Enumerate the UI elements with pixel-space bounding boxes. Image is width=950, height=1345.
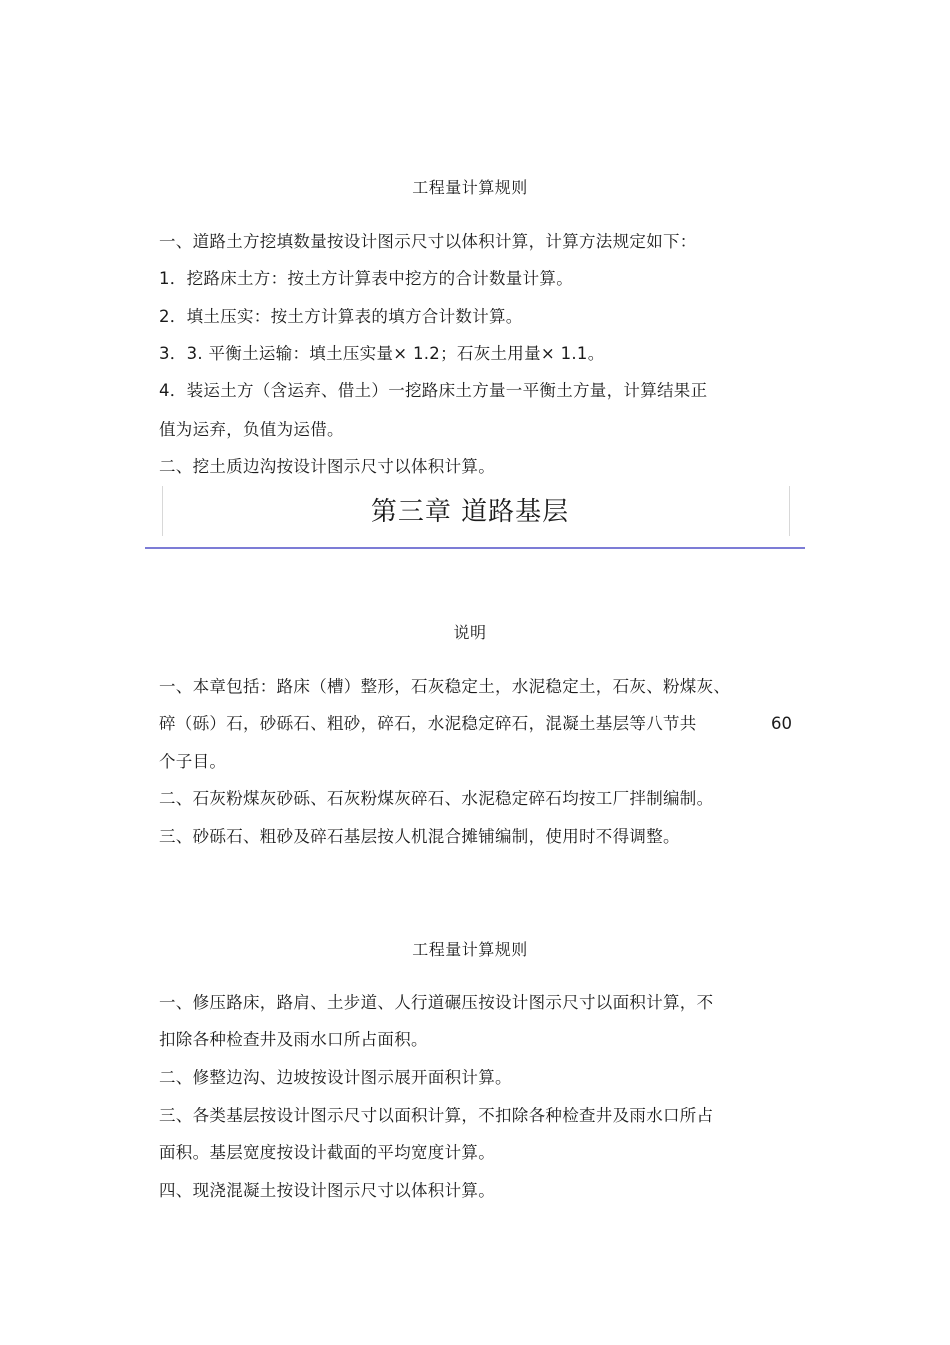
rule-item-1: 一、道路土方挖填数量按设计图示尺寸以体积计算，计算方法规定如下： (159, 232, 697, 251)
rule2-item-1: 一、修压路床，路肩、土步道、人行道碾压按设计图示尺寸以面积计算，不 (159, 993, 714, 1012)
rule-item-2: 二、挖土质边沟按设计图示尺寸以体积计算。 (159, 457, 495, 476)
rule-subitem-3: 3．3. 平衡土运输：填土压实量× 1.2；石灰土用量× 1.1。 (159, 344, 605, 363)
section-heading-rules: 工程量计算规则 (412, 178, 528, 197)
rule-subitem-1: 1．挖路床土方：按土方计算表中挖方的合计数量计算。 (159, 269, 573, 288)
note-item-2: 二、石灰粉煤灰砂砾、石灰粉煤灰碎石、水泥稳定碎石均按工厂拌制编制。 (159, 789, 714, 808)
rule2-item-4: 四、现浇混凝土按设计图示尺寸以体积计算。 (159, 1181, 495, 1200)
note-count-value: 60 (771, 714, 792, 733)
section-heading-rules-2: 工程量计算规则 (412, 940, 528, 959)
rule-subitem-2: 2．填土压实：按土方计算表的填方合计数计算。 (159, 307, 523, 326)
chapter-title: 第三章 道路基层 (370, 497, 570, 527)
note-item-3: 三、砂砾石、粗砂及碎石基层按人机混合摊铺编制，使用时不得调整。 (159, 827, 680, 846)
note-item-1: 一、本章包括：路床（槽）整形，石灰稳定土，水泥稳定土，石灰、粉煤灰、 (159, 677, 731, 696)
note-item-1-end: 个子目。 (159, 752, 227, 771)
rule-subitem-4: 4．装运土方（含运弃、借土）一挖路床土方量一平衡土方量，计算结果正 (159, 381, 708, 400)
rule2-item-1-cont: 扣除各种检查井及雨水口所占面积。 (159, 1030, 428, 1049)
rule2-item-3-cont: 面积。基层宽度按设计截面的平均宽度计算。 (159, 1143, 495, 1162)
rule-subitem-4-cont: 值为运弃，负值为运借。 (159, 420, 344, 439)
rule2-item-2: 二、修整边沟、边坡按设计图示展开面积计算。 (159, 1068, 512, 1087)
note-item-1-cont: 碎（砾）石，砂砾石、粗砂，碎石，水泥稳定碎石，混凝土基层等八节共 (159, 714, 697, 733)
section-heading-notes: 说明 (453, 623, 487, 642)
rule2-item-3: 三、各类基层按设计图示尺寸以面积计算，不扣除各种检查井及雨水口所占 (159, 1106, 714, 1125)
chapter-divider (145, 547, 805, 549)
